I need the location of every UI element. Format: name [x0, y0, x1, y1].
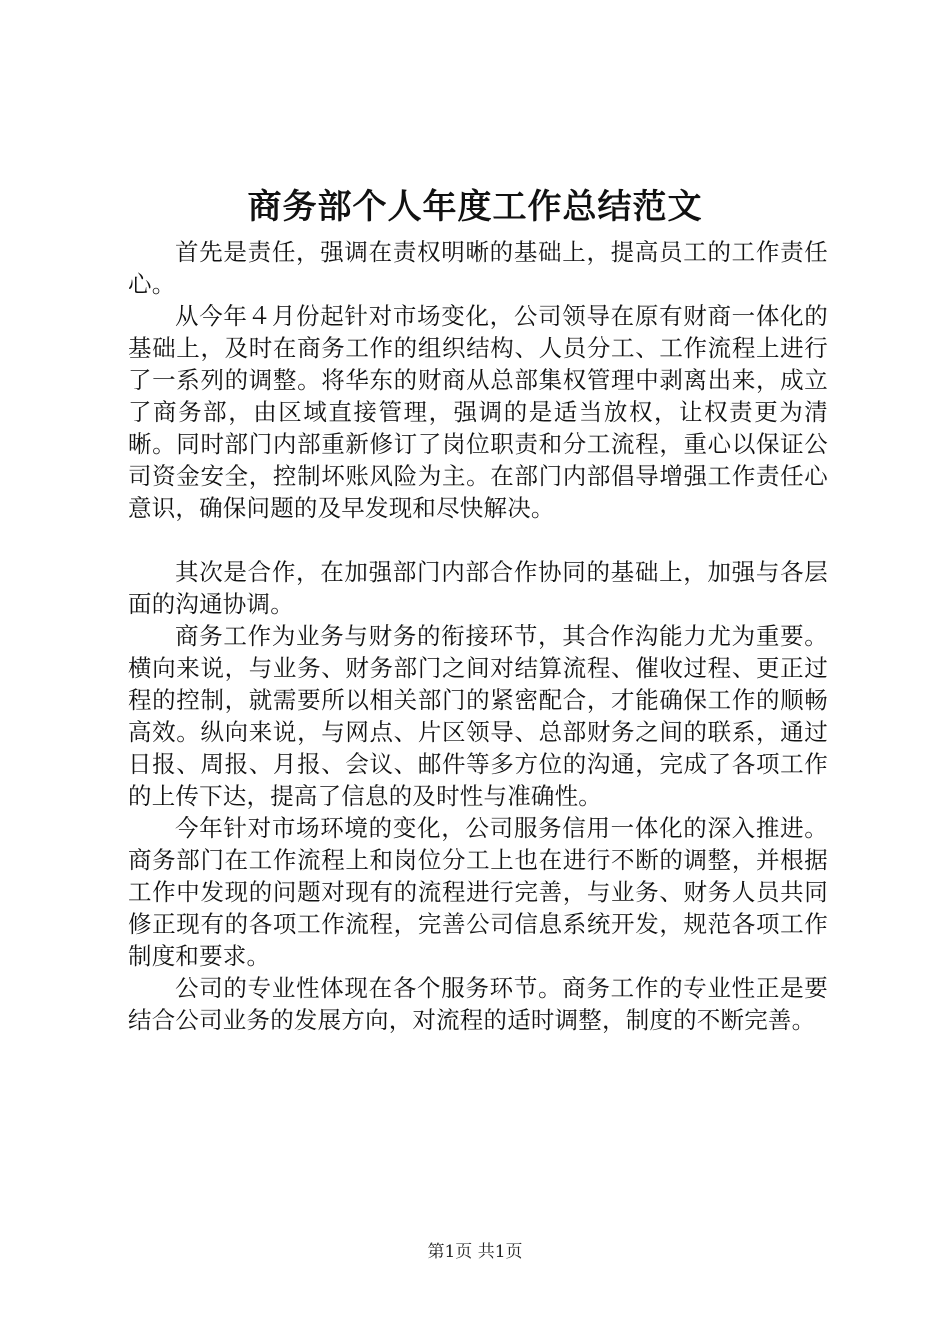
paragraph-cooperation-intro: 其次是合作，在加强部门内部合作协同的基础上，加强与各层面的沟通协调。 [128, 558, 828, 618]
document-title: 商务部个人年度工作总结范文 [247, 187, 703, 227]
paragraph-responsibility-intro: 首先是责任，强调在责权明晰的基础上，提高员工的工作责任心。 [128, 238, 828, 298]
paragraph-responsibility-detail: 从今年４月份起针对市场变化，公司领导在原有财商一体化的基础上，及时在商务工作的组织结构、人员分工、工作流程上进行了一系列的调整。将华东的财商从总部集权管理中剥离出来，成立了商务部，由区域直接管理，强调的是适当放权，让权责更为清晰。同时部门内部重新修订了岗位职责和分工流程，重心以保证公司资金安全，控制坏账风险为主。在部门内部倡导增强工作责任心意识，确保问题的及早发现和尽快解决。 [128, 302, 828, 522]
paragraph-cooperation-detail: 商务工作为业务与财务的衔接环节，其合作沟能力尤为重要。横向来说，与业务、财务部门之间对结算流程、催收过程、更正过程的控制，就需要所以相关部门的紧密配合，才能确保工作的顺畅高效。纵向来说，与网点、片区领导、总部财务之间的联系，通过日报、周报、月报、会议、邮件等多方位的沟通，完成了各项工作的上传下达，提高了信息的及时性与准确性。 [128, 622, 828, 810]
paragraph-professionalism: 公司的专业性体现在各个服务环节。商务工作的专业性正是要结合公司业务的发展方向，对流程的适时调整，制度的不断完善。 [128, 974, 828, 1034]
document-body [128, 236, 828, 1036]
page-footer: 第1页 共1页 [427, 1242, 523, 1262]
paragraph-process-adjustment: 今年针对市场环境的变化，公司服务信用一体化的深入推进。商务部门在工作流程上和岗位分工上也在进行不断的调整，并根据工作中发现的问题对现有的流程进行完善，与业务、财务人员共同修正现有的各项工作流程，完善公司信息系统开发，规范各项工作制度和要求。 [128, 814, 828, 970]
